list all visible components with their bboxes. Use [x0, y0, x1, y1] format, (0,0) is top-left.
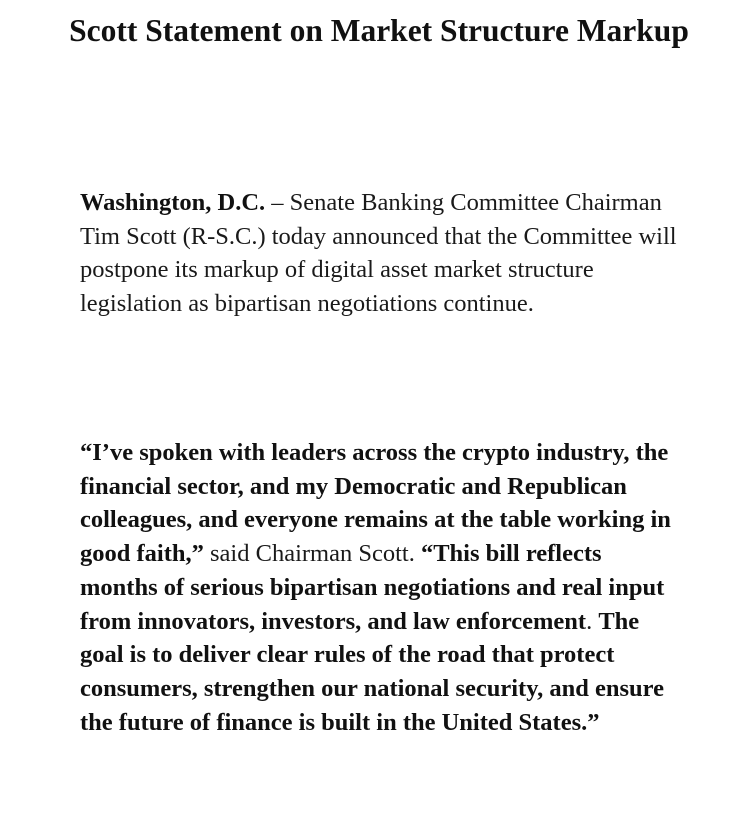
quote-period: . [586, 607, 599, 635]
intro-paragraph [80, 186, 680, 321]
quote-attribution: said Chairman Scott. [203, 540, 421, 568]
quote-paragraph [80, 436, 680, 739]
dateline: Washington, D.C. [80, 189, 266, 216]
quote-part-2b: The goal is to deliver clear rules of the road that protect consumers, strengthen our national security, and ensure the future of finance is built in the United States.” [80, 607, 664, 736]
quote-part-1: “I’ve spoken with leaders across the crypto industry, the financial sector, and my Democratic and Republican colleagues, and everyone remains at the table working in good faith,” [80, 439, 671, 568]
intro-body-text: – Senate Banking Committee Chairman Tim Scott (R-S.C.) today announced that the Committee will postpone its markup of digital asset market structure legislation as bipartisan negotiations continue. [80, 189, 677, 318]
page-title: Scott Statement on Market Structure Markup [69, 13, 689, 48]
quote-part-2a: “This bill reflects months of serious bipartisan negotiations and real input from innovators, investors, and law enforcement [80, 540, 665, 635]
